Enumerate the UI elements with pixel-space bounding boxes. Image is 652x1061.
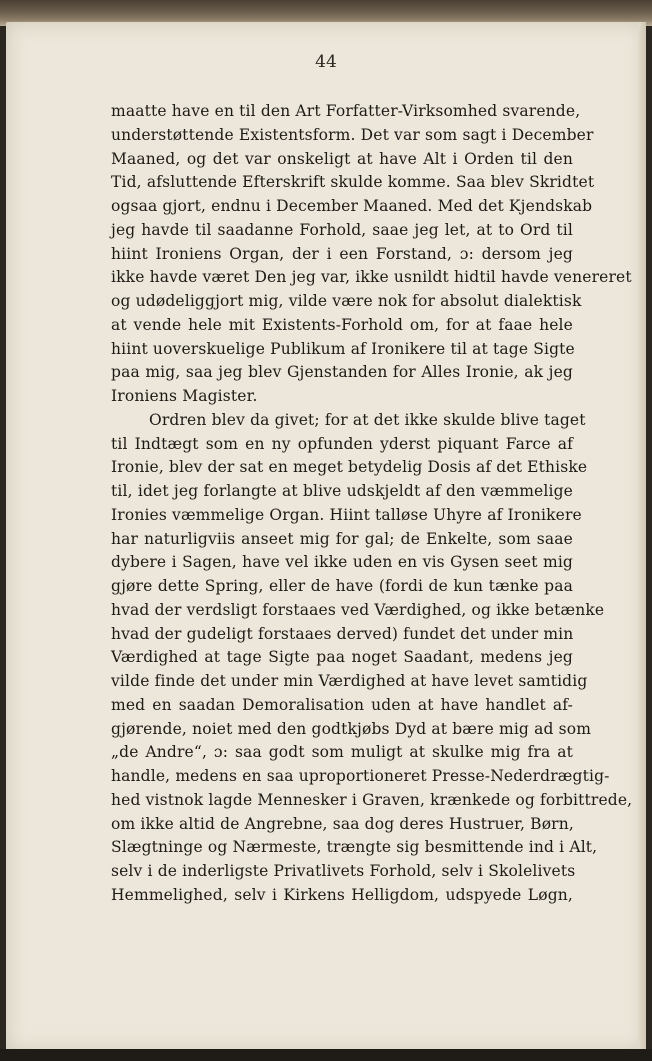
text-line: handle, medens en saa uproportioneret Presse-Nederdrægtig- — [111, 767, 610, 785]
text-line: paa mig, saa jeg blev Gjenstanden for Alles Ironie, ak jeg — [111, 363, 573, 382]
text-line: hed vistnok lagde Mennesker i Graven, krænkede og forbittrede, — [111, 790, 633, 809]
text-line: Værdighed at tage Sigte paa noget Saadant, medens jeg — [111, 648, 573, 667]
text-line: ogsaa gjort, endnu i December Maaned. Med det Kjendskab — [111, 197, 593, 215]
body-text — [111, 100, 633, 908]
text-line: vilde finde det under min Værdighed at have levet samtidig — [111, 672, 588, 690]
text-line: gjøre dette Spring, eller de have (fordi de kun tænke paa — [111, 577, 573, 595]
text-line: gjørende, noiet med den godtkjøbs Dyd at bære mig ad som — [111, 719, 592, 738]
text-line: hvad der verdsligt forstaaes ved Værdighed, og ikke betænke — [111, 600, 605, 619]
text-line: ikke havde været Den jeg var, ikke usnildt hidtil havde venereret — [111, 268, 632, 287]
text-line: at vende hele mit Existents-Forhold om, for at faae hele — [111, 315, 573, 334]
text-line: hvad der gudeligt forstaaes derved) fundet det under min — [111, 624, 574, 643]
text-line: Ironie, blev der sat en meget betydelig Dosis af det Ethiske — [111, 458, 588, 477]
text-line: Hemmelighed, selv i Kirkens Helligdom, udspyede Løgn, — [111, 885, 573, 904]
text-line: til, idet jeg forlangte at blive udskjeldt af den væmmelige — [111, 482, 573, 500]
text-line: Tid, afsluttende Efterskrift skulde komme. Saa blev Skridtet — [111, 173, 595, 192]
text-line: hiint Ironiens Organ, der i een Forstand, ɔ: dersom jeg — [111, 244, 573, 263]
text-line: maatte have en til den Art Forfatter-Virksomhed svarende, — [111, 102, 581, 120]
text-line: Slægtninge og Nærmeste, trængte sig besmittende ind i Alt, — [111, 838, 598, 857]
text-line: selv i de inderligste Privatlivets Forhold, selv i Skolelivets — [111, 862, 576, 880]
page-edge-shadow — [638, 22, 646, 1052]
text-line: til Indtægt som en ny opfunden yderst piquant Farce af — [111, 434, 573, 453]
text-line: Maaned, og det var onskeligt at have Alt i Orden til den — [111, 149, 573, 168]
text-line: med en saadan Demoralisation uden at have handlet af- — [111, 695, 573, 714]
text-line: har naturligviis anseet mig for gal; de Enkelte, som saae — [111, 529, 573, 548]
text-line: understøttende Existentsform. Det var som sagt i December — [111, 125, 594, 144]
text-line: Ironiens Magister. — [111, 387, 258, 405]
text-line: dybere i Sagen, have vel ikke uden en vis Gysen seet mig — [111, 553, 573, 572]
page-number: 44 — [315, 52, 337, 72]
text-line: om ikke altid de Angrebne, saa dog deres Hustruer, Børn, — [111, 814, 574, 833]
text-line: jeg havde til saadanne Forhold, saae jeg let, at to Ord til — [111, 220, 573, 239]
book-binding-bottom-edge — [0, 1049, 652, 1061]
text-line: og udødeliggjort mig, vilde være nok for absolut dialektisk — [111, 292, 582, 310]
text-line: „de Andre“, ɔ: saa godt som muligt at skulke mig fra at — [111, 743, 573, 762]
text-line: hiint uoverskuelige Publikum af Ironikere til at tage Sigte — [111, 339, 575, 358]
text-line: Ordren blev da givet; for at det ikke skulde blive taget — [149, 410, 586, 429]
text-line: Ironies væmmelige Organ. Hiint talløse Uhyre af Ironikere — [111, 505, 582, 524]
